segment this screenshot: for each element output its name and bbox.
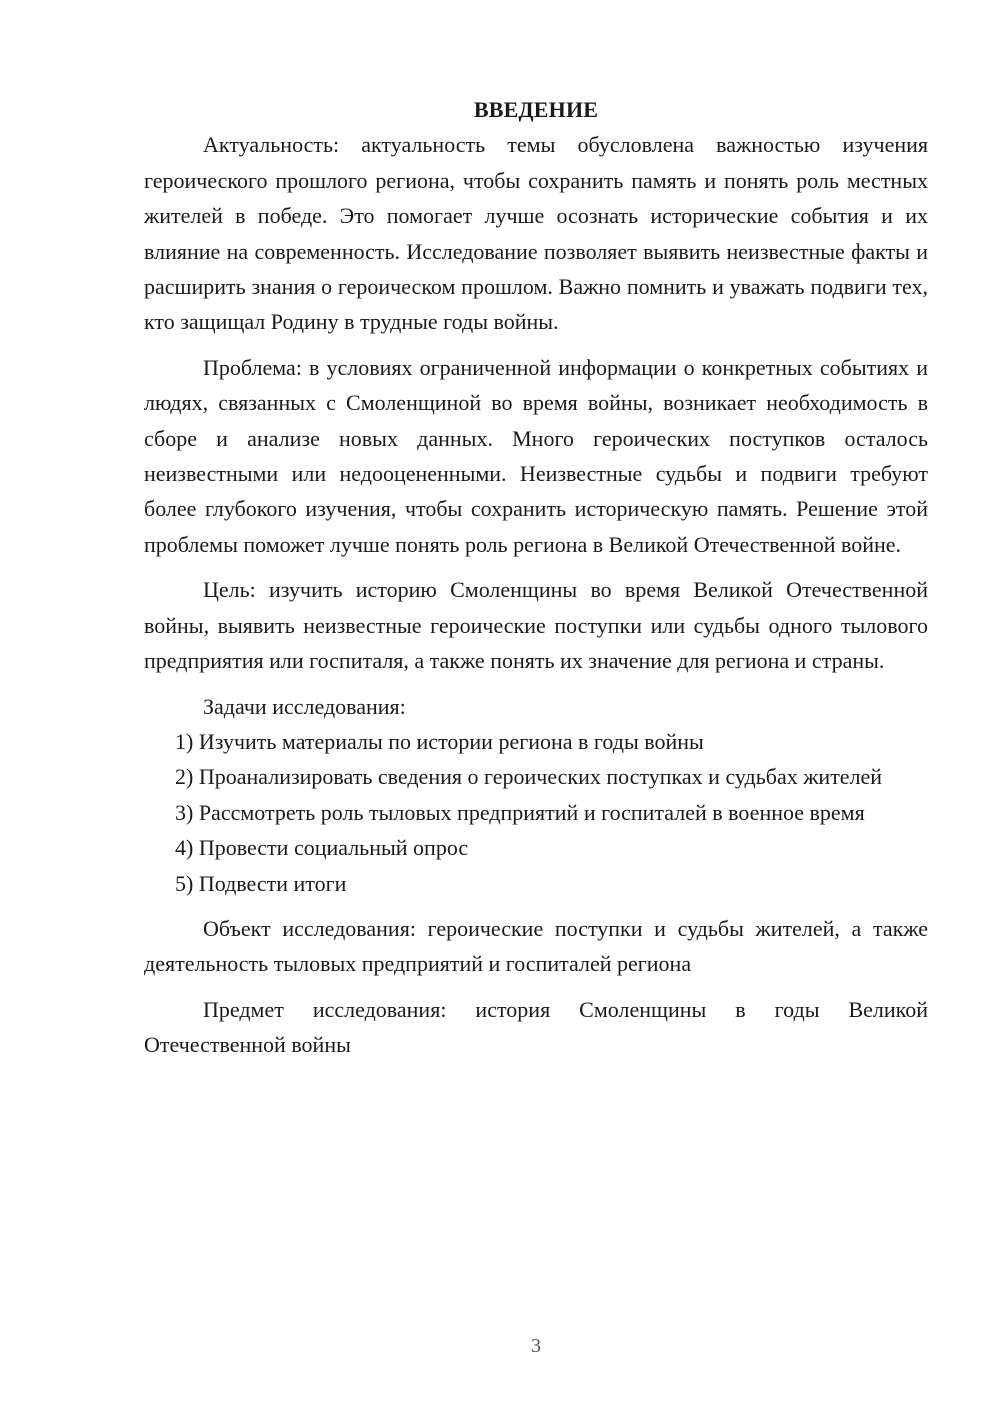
goal-paragraph: Цель: изучить историю Смоленщины во время Великой Отечественной войны, выявить неизвестные героические поступки или судьбы одного тылового предприятия или госпиталя, а также понять их значение для региона и страны.: [144, 577, 928, 674]
subject-paragraph: Предмет исследования: история Смоленщины в годы Великой Отечественной войны: [144, 996, 928, 1058]
page-number: 3: [531, 1335, 541, 1357]
page-title: ВВЕДЕНИЕ: [473, 97, 599, 122]
object-paragraph: Объект исследования: героические поступки и судьбы жителей, а также деятельность тыловых предприятий и госпиталей региона: [144, 915, 928, 977]
document-body: [144, 92, 928, 1063]
tasks-heading: Задачи исследования:: [203, 693, 406, 719]
task-item-1: 1) Изучить материалы по истории региона в годы войны: [175, 728, 704, 754]
task-item-4: 4) Провести социальный опрос: [175, 835, 469, 861]
relevance-paragraph: Актуальность: актуальность темы обусловлена важностью изучения героического прошлого региона, чтобы сохранить память и понять роль местных жителей в победе. Это помогает лучше осознать исторические события и их влияние на современность. Исследование позволяет выявить неизвестные факты и расширить знания о героическом прошлом. Важно помнить и уважать подвиги тех, кто защищал Родину в трудные годы войны.: [144, 132, 928, 335]
task-item-2: 2) Проанализировать сведения о героических поступках и судьбах жителей: [175, 764, 883, 790]
task-item-3: 3) Рассмотреть роль тыловых предприятий и госпиталей в военное время: [175, 799, 865, 825]
problem-paragraph: Проблема: в условиях ограниченной информации о конкретных событиях и людях, связанных с Смоленщиной во время войны, возникает необходимость в сборе и анализе новых данных. Много героических поступков осталось неизвестными или недооцененными. Неизвестные судьбы и подвиги требуют более глубокого изучения, чтобы сохранить историческую память. Решение этой проблемы поможет лучше понять роль региона в Великой Отечественной войне.: [144, 354, 928, 557]
task-item-5: 5) Подвести итоги: [175, 870, 347, 896]
